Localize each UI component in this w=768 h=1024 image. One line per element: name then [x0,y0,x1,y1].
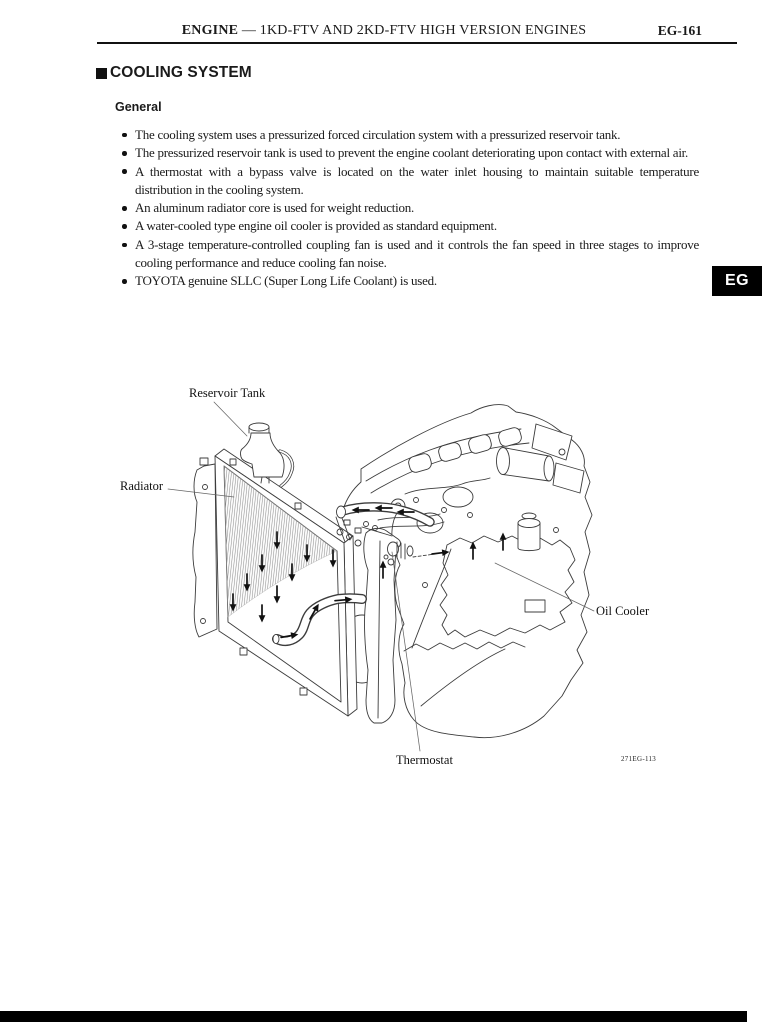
header-title-rest: — 1KD-FTV AND 2KD-FTV HIGH VERSION ENGINES [238,23,587,38]
figure-label-oil-cooler: Oil Cooler [596,604,650,618]
bullet-text: A 3-stage temperature-controlled coupling fan is used and it controls the fan speed in three stages to improve cooling performance and reduce cooling fan noise. [135,236,699,271]
section-title-text: COOLING SYSTEM [110,64,252,81]
bullet-text: TOYOTA genuine SLLC (Super Long Life Coolant) is used. [135,273,437,289]
figure-label-radiator: Radiator [120,479,164,493]
bottom-scan-bar [0,1011,747,1022]
header-title-bold: ENGINE [181,23,239,38]
bullet-text: The cooling system uses a pressurized forced circulation system with a pressurized reservoir tank. [135,127,621,142]
subsection-title: General [115,100,162,114]
bullet-text: A water-cooled type engine oil cooler is provided as standard equipment. [135,218,497,234]
bullet-text: The pressurized reservoir tank is used to prevent the engine coolant deteriorating upon contact with external air. [135,145,689,161]
fan-shroud-drawing [364,528,401,723]
bullet-text: A thermostat with a bypass valve is located on the water inlet housing to maintain suitable temperature distribution in the cooling system. [135,163,699,197]
page-number: EG-161 [657,23,702,38]
bullet-text: An aluminum radiator core is used for weight reduction. [135,200,415,216]
figure-label-reservoir-tank: Reservoir Tank [189,386,266,400]
eg-side-tab: EG [712,266,762,296]
figure-code: 271EG-113 [621,755,657,763]
figure-label-thermostat: Thermostat [396,753,453,767]
